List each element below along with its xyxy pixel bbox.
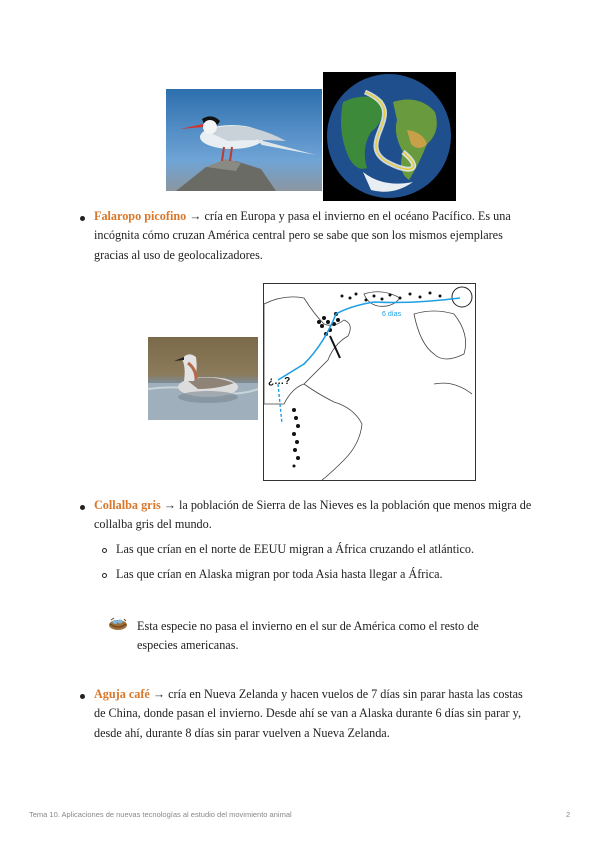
arctic-tern-photo [166, 89, 322, 191]
subitem-alaska: Las que crían en Alaska migran por toda Asia hasta llegar a África. [116, 567, 443, 581]
term-collalba: Collalba gris [94, 498, 161, 512]
note-text: Esta especie no pasa el invierno en el sur de América como el resto de especies americanas. [137, 619, 479, 653]
item-falaropo [94, 207, 534, 265]
bullet-marker [80, 216, 85, 221]
migration-globe-map [323, 72, 456, 201]
page-number: 2 [566, 810, 571, 819]
term-aguja: Aguja café [94, 687, 150, 701]
term-falaropo: Falaropo picofino [94, 209, 187, 223]
phalarope-route-map [263, 283, 476, 481]
sub-bullet-marker [102, 573, 107, 578]
text-falaropo: → cría en Europa y pasa el invierno en el océano Pacífico. Es una incógnita cómo cruzan América central pero se sabe que son los mismos ejemplares gracias al uso de geolocalizadores. [94, 209, 511, 262]
sub-bullet-marker [102, 548, 107, 553]
footer-text: Tema 10. Aplicaciones de nuevas tecnologías al estudio del movimiento animal [29, 810, 292, 819]
text-aguja: → cría en Nueva Zelanda y hacen vuelos de 7 días sin parar hasta las costas de China, donde pasan el invierno. Desde ahí se van a Alaska durante 6 días sin parar y, desde ahí, durante 8 días sin parar vuelven a Nueva Zelanda. [94, 687, 523, 740]
subitem-eeuu: Las que crían en el norte de EEUU migran a África cruzando el atlántico. [116, 542, 475, 556]
item-collalba [94, 496, 534, 535]
phalarope-photo [148, 337, 258, 420]
map-unknown-label: ¿…? [268, 376, 291, 387]
item-aguja [94, 685, 534, 743]
map-days-label: 6 días [382, 311, 402, 318]
nest-icon [108, 616, 128, 637]
text-collalba: → la población de Sierra de las Nieves es la población que menos migra de collalba gris del mundo. [94, 498, 532, 532]
bullet-marker [80, 694, 85, 699]
bullet-marker [80, 505, 85, 510]
